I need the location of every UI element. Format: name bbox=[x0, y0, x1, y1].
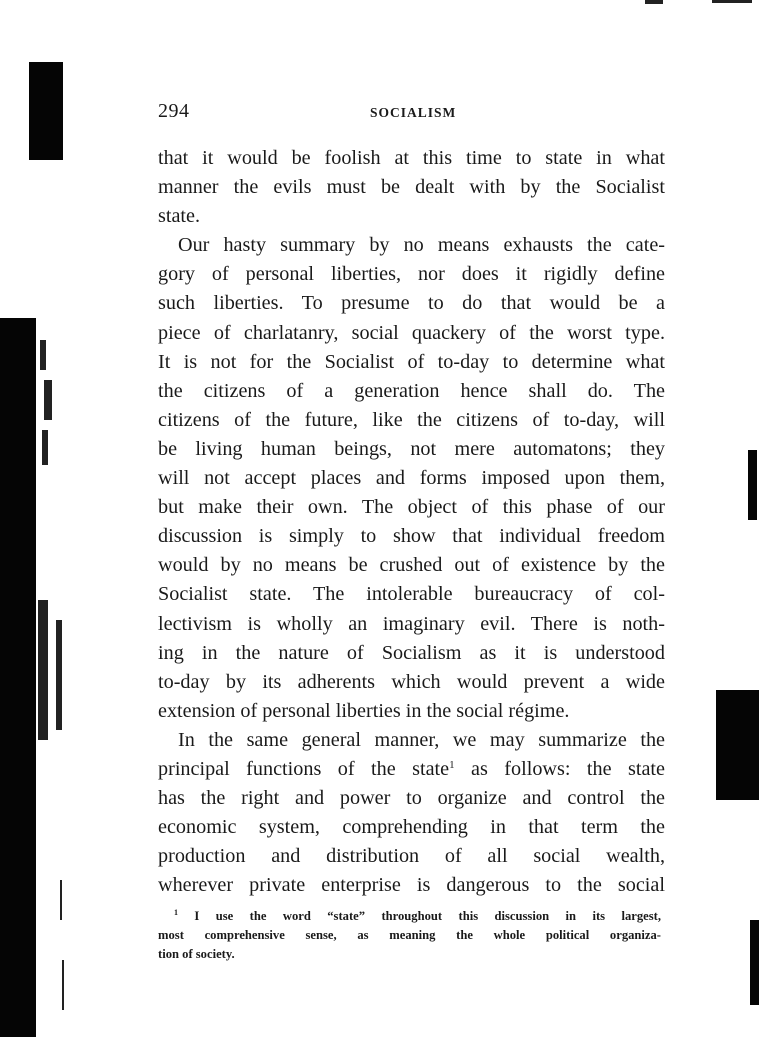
text-line: production and distribution of all social wealth, bbox=[158, 845, 665, 868]
text-line: In the same general manner, we may summarize the bbox=[178, 728, 665, 751]
text-line: piece of charlatanry, social quackery of the worst type. bbox=[158, 321, 665, 344]
text-line: Socialist state. The intolerable bureaucracy of col- bbox=[158, 583, 665, 606]
footnote-line: most comprehensive sense, as meaning the whole political organiza- bbox=[158, 928, 661, 942]
text-line: will not accept places and forms imposed upon them, bbox=[158, 467, 665, 490]
footnote-reference: 1 bbox=[449, 758, 455, 771]
scan-edge-mark bbox=[29, 62, 63, 160]
text-line: extension of personal liberties in the social régime. bbox=[158, 699, 570, 722]
text-line: lectivism is wholly an imaginary evil. There is noth- bbox=[158, 612, 665, 635]
running-head: SOCIALISM bbox=[370, 105, 457, 120]
body-text bbox=[158, 144, 665, 900]
footnote-text: I use the word “state” throughout this discussion in its largest, bbox=[178, 909, 661, 923]
text-line: has the right and power to organize and control the bbox=[158, 787, 665, 810]
page-number: 294 bbox=[158, 100, 190, 122]
text-line: gory of personal liberties, nor does it rigidly define bbox=[158, 263, 665, 286]
text-line: such liberties. To presume to do that would be a bbox=[158, 292, 665, 315]
text-line: citizens of the future, like the citizens of to-day, will bbox=[158, 408, 665, 431]
scan-edge-mark bbox=[716, 690, 759, 800]
text-line: be living human beings, not mere automatons; they bbox=[158, 437, 665, 460]
scan-speck bbox=[44, 380, 52, 420]
footnote bbox=[158, 907, 661, 964]
page-header bbox=[158, 100, 665, 126]
text-line: discussion is simply to show that individual freedom bbox=[158, 525, 665, 548]
scan-speck bbox=[40, 340, 46, 370]
text-line: that it would be foolish at this time to state in what bbox=[158, 147, 665, 169]
text-fragment: principal functions of the state bbox=[158, 757, 450, 780]
text-line: economic system, comprehending in that term the bbox=[158, 816, 665, 839]
text-line: Our hasty summary by no means exhausts the cate- bbox=[178, 234, 665, 257]
text-line: state. bbox=[158, 205, 201, 228]
text-line: would by no means be crushed out of existence by the bbox=[158, 554, 665, 577]
scan-speck bbox=[42, 430, 48, 465]
text-line: It is not for the Socialist of to-day to determine what bbox=[158, 350, 665, 373]
scan-speck bbox=[60, 880, 62, 920]
scan-edge-mark bbox=[748, 450, 757, 520]
scan-speck bbox=[62, 960, 64, 1010]
scan-speck bbox=[38, 600, 48, 740]
text-line: manner the evils must be dealt with by the Socialist bbox=[158, 176, 665, 199]
footnote-line bbox=[158, 907, 661, 926]
text-fragment: as follows: the state bbox=[454, 757, 665, 780]
text-line: but make their own. The object of this phase of our bbox=[158, 496, 665, 519]
footnote-line: tion of society. bbox=[158, 947, 235, 961]
scan-speck bbox=[56, 620, 62, 730]
text-line-with-footnote-ref bbox=[158, 755, 665, 784]
scan-edge-mark bbox=[750, 920, 759, 1005]
footnote-marker: 1 bbox=[174, 908, 178, 917]
text-line: the citizens of a generation hence shall do. The bbox=[158, 379, 665, 402]
text-line: to-day by its adherents which would prevent a wide bbox=[158, 670, 665, 693]
scan-edge-mark bbox=[0, 318, 36, 1037]
scan-speck bbox=[645, 0, 663, 4]
scan-speck bbox=[712, 0, 752, 3]
text-line: wherever private enterprise is dangerous to the social bbox=[158, 874, 665, 897]
text-line: ing in the nature of Socialism as it is understood bbox=[158, 641, 665, 664]
